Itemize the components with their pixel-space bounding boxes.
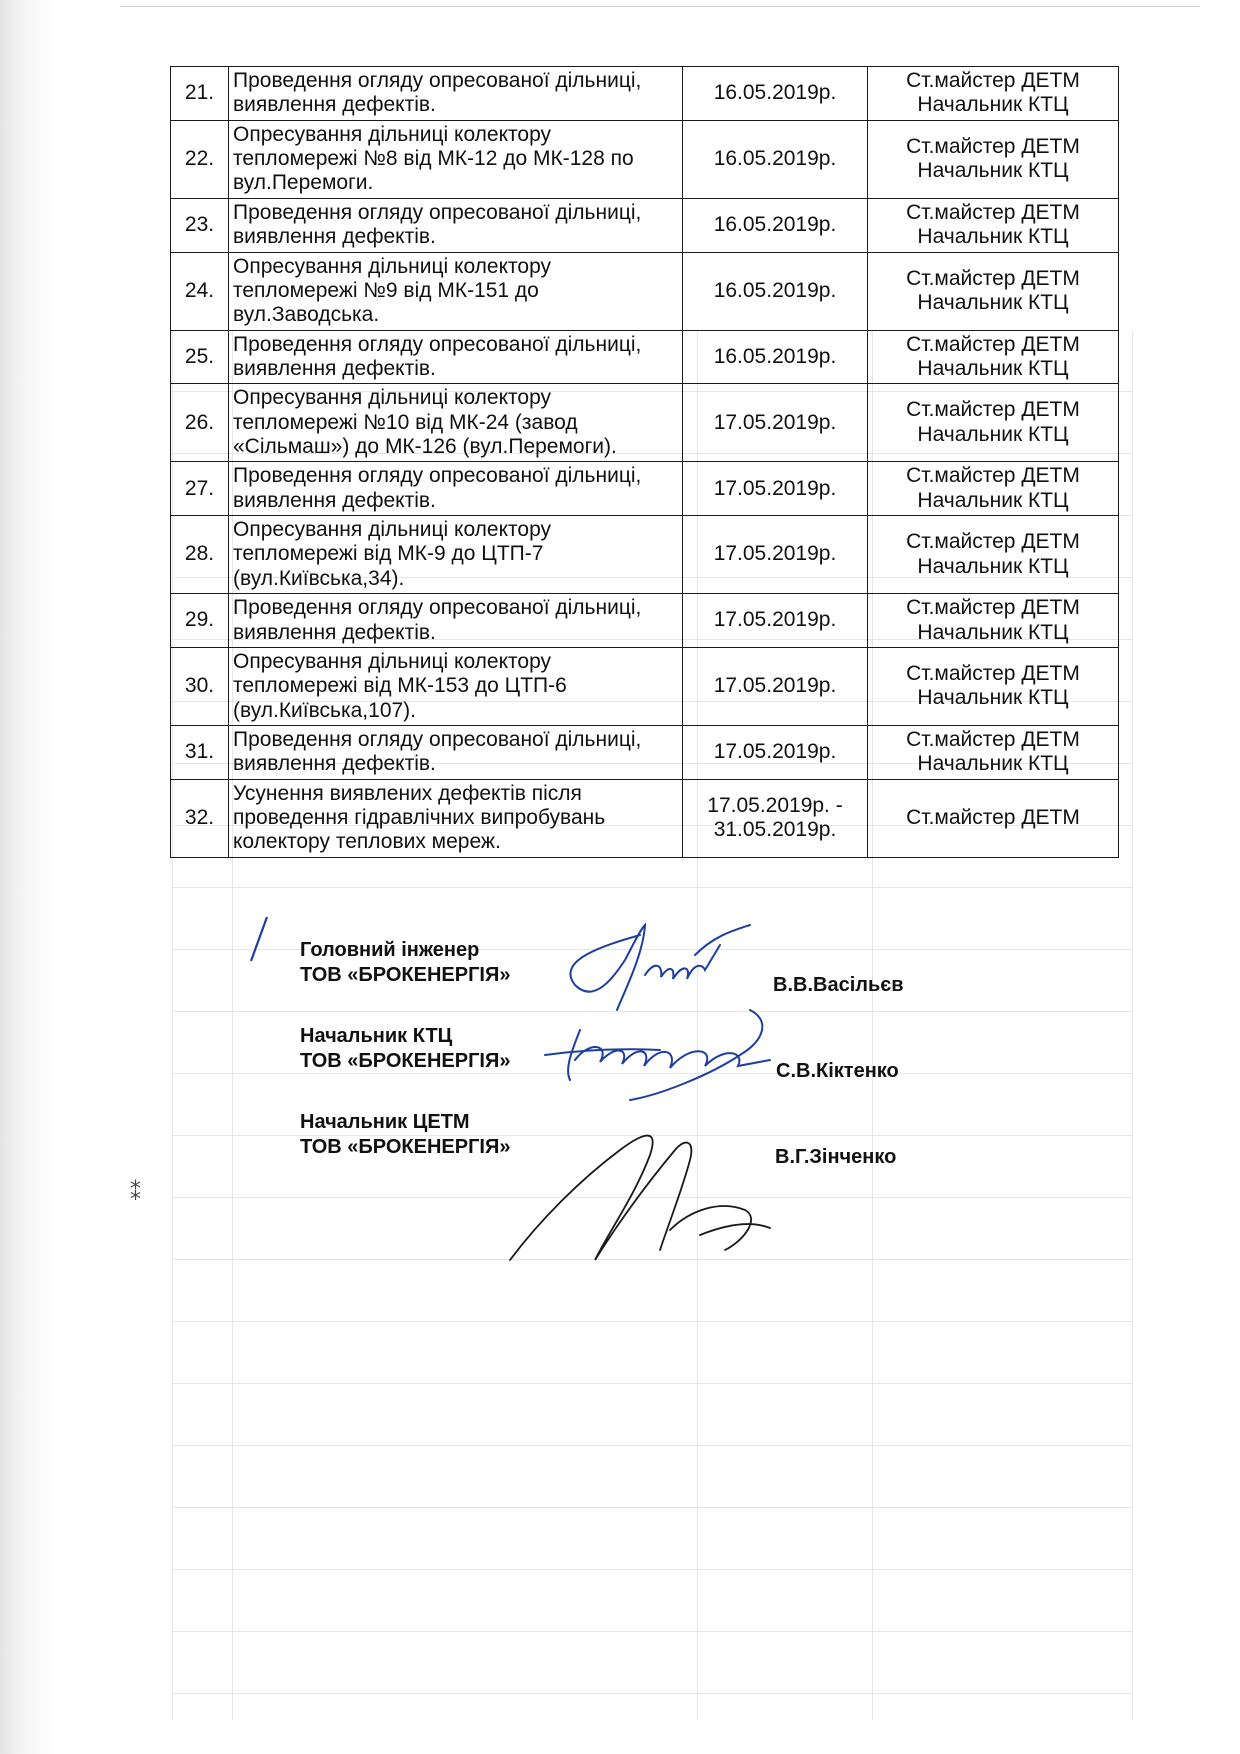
table-row	[171, 779, 1119, 857]
responsible-primary: Ст.майстер ДЕТМ	[906, 530, 1080, 554]
work-date: 17.05.2019р.	[683, 384, 868, 462]
work-description: Опресування дільниці колектору тепломережі від МК-9 до ЦТП-7 (вул.Київська,34).	[229, 516, 683, 594]
work-date: 17.05.2019р.	[683, 594, 868, 648]
table-row	[171, 516, 1119, 594]
work-date: 17.05.2019р.	[683, 647, 868, 725]
responsible-cell	[868, 725, 1119, 779]
table-row	[171, 330, 1119, 384]
work-date: 16.05.2019р.	[683, 252, 868, 330]
table-row	[171, 67, 1119, 121]
responsible-secondary: Начальник КТЦ	[917, 225, 1069, 249]
responsible-primary: Ст.майстер ДЕТМ	[906, 727, 1080, 751]
responsible-cell	[868, 198, 1119, 252]
responsible-primary: Ст.майстер ДЕТМ	[906, 596, 1080, 620]
table-row	[171, 647, 1119, 725]
work-description: Опресування дільниці колектору тепломережі від МК-153 до ЦТП-6 (вул.Київська,107).	[229, 647, 683, 725]
table-row	[171, 725, 1119, 779]
signer-position: Начальник ЦЕТМ	[300, 1111, 470, 1133]
work-date: 17.05.2019р.	[683, 725, 868, 779]
signer-company: ТОВ «БРОКЕНЕРГІЯ»	[300, 964, 511, 986]
work-description: Проведення огляду опресованої дільниці, виявлення дефектів.	[229, 594, 683, 648]
work-description: Опресування дільниці колектору тепломережі №9 від МК-151 до вул.Заводська.	[229, 252, 683, 330]
row-number: 29.	[171, 594, 229, 648]
table-row	[171, 120, 1119, 198]
row-number: 23.	[171, 198, 229, 252]
work-date: 16.05.2019р.	[683, 120, 868, 198]
work-date: 16.05.2019р.	[683, 330, 868, 384]
table-row	[171, 198, 1119, 252]
table-row	[171, 594, 1119, 648]
work-date: 17.05.2019р.	[683, 462, 868, 516]
responsible-secondary: Начальник КТЦ	[917, 291, 1069, 315]
responsible-secondary: Начальник КТЦ	[917, 554, 1069, 578]
table-row	[171, 462, 1119, 516]
work-description: Проведення огляду опресованої дільниці, виявлення дефектів.	[229, 462, 683, 516]
responsible-secondary: Начальник КТЦ	[917, 356, 1069, 380]
work-date: 16.05.2019р.	[683, 67, 868, 121]
work-schedule-table	[170, 66, 1119, 858]
responsible-primary: Ст.майстер ДЕТМ	[906, 266, 1080, 290]
table-row	[171, 384, 1119, 462]
work-description: Опресування дільниці колектору тепломережі №8 від МК-12 до МК-128 по вул.Перемоги.	[229, 120, 683, 198]
responsible-cell	[868, 779, 1119, 857]
work-description: Проведення огляду опресованої дільниці, виявлення дефектів.	[229, 725, 683, 779]
row-number: 27.	[171, 462, 229, 516]
responsible-primary: Ст.майстер ДЕТМ	[906, 464, 1080, 488]
responsible-cell	[868, 594, 1119, 648]
responsible-secondary: Начальник КТЦ	[917, 422, 1069, 446]
scan-top-edge	[120, 6, 1200, 7]
work-date: 17.05.2019р.	[683, 516, 868, 594]
responsible-primary: Ст.майстер ДЕТМ	[906, 398, 1080, 422]
responsible-secondary: Начальник КТЦ	[917, 93, 1069, 117]
work-description: Проведення огляду опресованої дільниці, виявлення дефектів.	[229, 198, 683, 252]
row-number: 25.	[171, 330, 229, 384]
work-date: 17.05.2019р. - 31.05.2019р.	[683, 779, 868, 857]
responsible-primary: Ст.майстер ДЕТМ	[906, 134, 1080, 158]
row-number: 30.	[171, 647, 229, 725]
work-description: Проведення огляду опресованої дільниці, виявлення дефектів.	[229, 330, 683, 384]
signer-company: ТОВ «БРОКЕНЕРГІЯ»	[300, 1050, 511, 1072]
responsible-cell	[868, 647, 1119, 725]
responsible-primary: Ст.майстер ДЕТМ	[906, 662, 1080, 686]
responsible-secondary: Начальник КТЦ	[917, 488, 1069, 512]
responsible-cell	[868, 516, 1119, 594]
work-schedule-body	[171, 67, 1119, 858]
signer-company: ТОВ «БРОКЕНЕРГІЯ»	[300, 1136, 511, 1158]
responsible-secondary: Начальник КТЦ	[917, 752, 1069, 776]
row-number: 32.	[171, 779, 229, 857]
scan-page-edge	[0, 0, 56, 1754]
row-number: 31.	[171, 725, 229, 779]
responsible-cell	[868, 462, 1119, 516]
responsible-primary: Ст.майстер ДЕТМ	[906, 332, 1080, 356]
responsible-secondary: Начальник КТЦ	[917, 620, 1069, 644]
responsible-cell	[868, 67, 1119, 121]
responsible-secondary: Начальник КТЦ	[917, 686, 1069, 710]
responsible-cell	[868, 330, 1119, 384]
signer-name: В.Г.Зінченко	[775, 1146, 897, 1168]
signer-name: С.В.Кіктенко	[776, 1060, 899, 1082]
work-description: Проведення огляду опресованої дільниці, виявлення дефектів.	[229, 67, 683, 121]
row-number: 26.	[171, 384, 229, 462]
row-number: 22.	[171, 120, 229, 198]
signer-name: В.В.Васільєв	[773, 974, 904, 996]
responsible-cell	[868, 384, 1119, 462]
table-row	[171, 252, 1119, 330]
responsible-cell	[868, 252, 1119, 330]
work-description: Усунення виявлених дефектів після проведення гідравлічних випробувань колектору теплових мереж.	[229, 779, 683, 857]
responsible-secondary: Начальник КТЦ	[917, 159, 1069, 183]
row-number: 28.	[171, 516, 229, 594]
responsible-primary: Ст.майстер ДЕТМ	[906, 69, 1080, 92]
work-date: 16.05.2019р.	[683, 198, 868, 252]
responsible-cell	[868, 120, 1119, 198]
row-number: 24.	[171, 252, 229, 330]
scan-speck: ⁑	[130, 1180, 141, 1205]
row-number: 21.	[171, 67, 229, 121]
responsible-primary: Ст.майстер ДЕТМ	[906, 806, 1080, 830]
signer-position: Начальник КТЦ	[300, 1025, 453, 1047]
signer-position: Головний інженер	[300, 939, 480, 961]
responsible-primary: Ст.майстер ДЕТМ	[906, 200, 1080, 224]
work-description: Опресування дільниці колектору тепломережі №10 від МК-24 (завод «Сільмаш») до МК-126 (вул.Перемоги).	[229, 384, 683, 462]
